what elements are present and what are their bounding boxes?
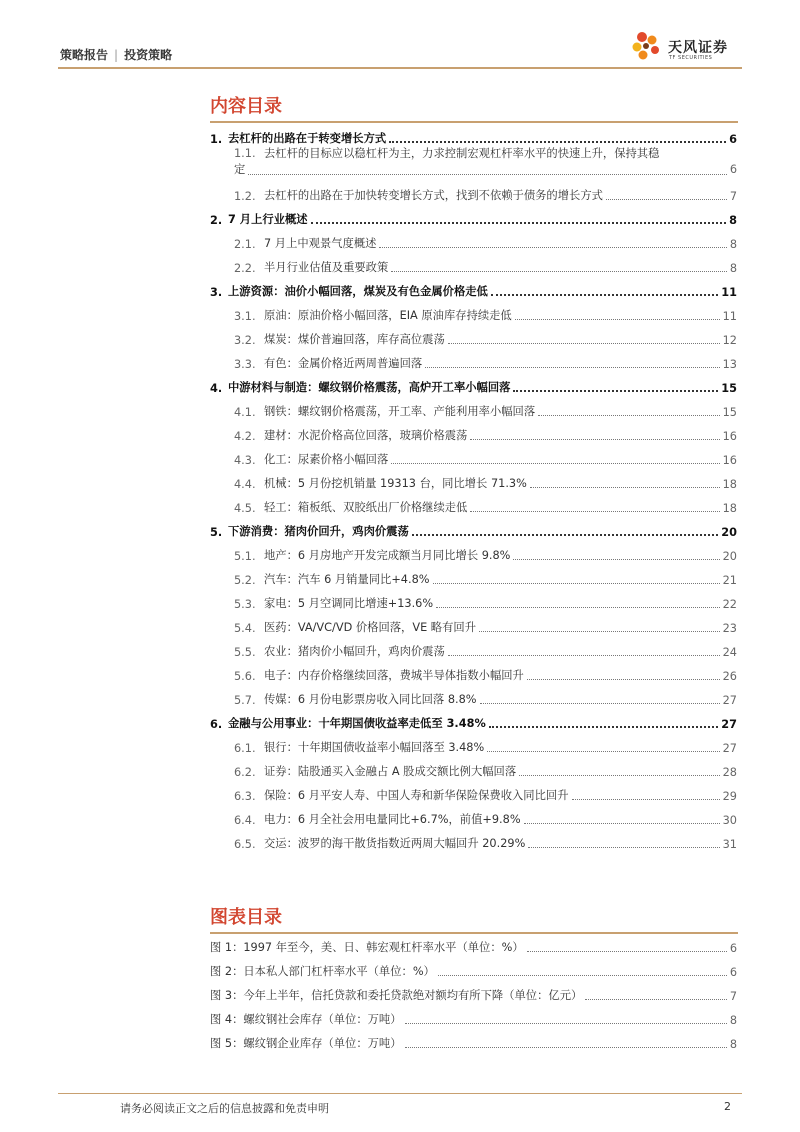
toc-entry-page: 16	[722, 430, 737, 443]
toc-entry-page: 16	[722, 454, 737, 467]
toc-entry-text: 原油：原油价格小幅回落，EIA 原油库存持续走低	[264, 309, 512, 322]
toc-section-entry[interactable]	[210, 227, 737, 251]
toc-entry-text: 钢铁：螺纹钢价格震荡，开工率、产能利用率小幅回落	[264, 405, 536, 418]
toc-dot-leader	[389, 141, 726, 143]
toc-dot-leader	[479, 631, 720, 632]
figure-entry[interactable]	[210, 955, 737, 979]
toc-dot-leader	[448, 343, 720, 344]
toc-dot-leader	[248, 174, 727, 175]
toc-entry-number: 4.5.	[234, 502, 256, 515]
header-divider	[58, 67, 742, 69]
toc-entry-page: 29	[722, 790, 737, 803]
toc-chapter-entry[interactable]	[210, 122, 737, 146]
figure-list	[210, 931, 737, 1051]
toc-entry-page: 11	[722, 310, 737, 323]
toc-entry-page: 22	[722, 598, 737, 611]
toc-entry-number: 2.1.	[234, 238, 256, 251]
toc-dot-leader	[528, 847, 719, 848]
toc-entry-text: 化工：尿素价格小幅回落	[264, 453, 389, 466]
toc-entry-page: 23	[722, 622, 737, 635]
toc-entry-text: 上游资源：油价小幅回落，煤炭及有色金属价格走低	[228, 285, 488, 298]
toc-entry-number: 3.1.	[234, 310, 256, 323]
category-label: 策略报告	[60, 48, 109, 62]
toc-section-entry[interactable]	[210, 179, 737, 203]
toc-section-entry[interactable]	[210, 659, 737, 683]
toc-chapter-entry[interactable]	[210, 371, 737, 395]
table-of-contents	[210, 122, 737, 851]
toc-title: 内容目录	[210, 92, 282, 118]
toc-entry-text: 去杠杆的目标应以稳杠杆为主，力求控制宏观杠杆率水平的快速上升，保持其稳	[264, 147, 660, 160]
toc-dot-leader	[538, 415, 719, 416]
toc-entry-text: 有色：金属价格近两周普遍回落	[264, 357, 423, 370]
toc-entry-page: 7	[729, 190, 737, 203]
flower-logo-icon	[628, 28, 668, 68]
category-separator: |	[114, 48, 119, 62]
toc-entry-text: 交运：波罗的海干散货指数近两周大幅回升 20.29%	[264, 837, 526, 850]
toc-dot-leader	[513, 390, 718, 392]
toc-entry-number: 2.2.	[234, 262, 256, 275]
toc-section-entry[interactable]	[210, 803, 737, 827]
toc-entry-number: 2.	[210, 214, 223, 227]
figure-dot-leader	[527, 951, 727, 952]
toc-entry-page: 8	[729, 214, 737, 227]
toc-entry-number: 4.3.	[234, 454, 256, 467]
toc-section-entry[interactable]	[210, 779, 737, 803]
toc-entry-text: 电子：内存价格继续回落，费城半导体指数小幅回升	[264, 669, 524, 682]
toc-entry-text: 中游材料与制造：螺纹钢价格震荡，高炉开工率小幅回落	[228, 381, 511, 394]
toc-entry-text: 金融与公用事业：十年期国债收益率走低至 3.48%	[228, 717, 486, 730]
toc-entry-number: 5.2.	[234, 574, 256, 587]
footer-disclaimer: 请务必阅读正文之后的信息披露和免责申明	[120, 1102, 329, 1115]
toc-entry-page: 30	[722, 814, 737, 827]
toc-entry-text: 机械：5 月份挖机销量 19313 台，同比增长 71.3%	[264, 477, 527, 490]
figure-dot-leader	[438, 975, 727, 976]
toc-dot-leader	[489, 726, 718, 728]
toc-entry-number: 3.	[210, 286, 223, 299]
toc-dot-leader	[487, 751, 719, 752]
toc-section-entry[interactable]	[210, 827, 737, 851]
toc-entry-text: 电力：6 月全社会用电量同比+6.7%，前值+9.8%	[264, 813, 521, 826]
toc-entry-number: 6.2.	[234, 766, 256, 779]
toc-section-entry[interactable]	[210, 323, 737, 347]
toc-dot-leader	[412, 534, 719, 536]
toc-dot-leader	[515, 319, 720, 320]
toc-entry-number: 4.4.	[234, 478, 256, 491]
toc-entry-number: 1.2.	[234, 190, 256, 203]
toc-entry-text: 汽车：汽车 6 月销量同比+4.8%	[264, 573, 430, 586]
toc-entry-number: 5.4.	[234, 622, 256, 635]
toc-section-entry[interactable]	[210, 635, 737, 659]
toc-entry-page: 20	[721, 526, 737, 539]
toc-dot-leader	[572, 799, 720, 800]
figure-entry-page: 6	[729, 942, 737, 955]
toc-entry-number: 1.	[210, 133, 223, 146]
toc-entry-number: 4.1.	[234, 406, 256, 419]
figure-entry-page: 6	[729, 966, 737, 979]
toc-dot-leader	[379, 247, 726, 248]
toc-section-entry[interactable]	[210, 563, 737, 587]
toc-entry-number: 5.3.	[234, 598, 256, 611]
toc-entry-page: 21	[722, 574, 737, 587]
toc-entry-page: 27	[722, 742, 737, 755]
toc-entry-number: 6.	[210, 718, 223, 731]
report-category	[60, 46, 172, 63]
toc-entry-number: 4.2.	[234, 430, 256, 443]
toc-entry-text: 煤炭：煤价普遍回落，库存高位震荡	[264, 333, 445, 346]
toc-entry-text: 建材：水泥价格高位回落，玻璃价格震荡	[264, 429, 468, 442]
logo-company-name: 天风证券	[668, 40, 728, 56]
toc-entry-number: 5.6.	[234, 670, 256, 683]
company-logo	[628, 28, 748, 68]
toc-section-entry[interactable]	[210, 467, 737, 491]
toc-chapter-entry[interactable]	[210, 275, 737, 299]
footer-divider	[58, 1093, 742, 1094]
toc-entry-number: 5.7.	[234, 694, 256, 707]
toc-entry-text: 7 月上中观景气度概述	[264, 237, 377, 250]
toc-chapter-entry[interactable]	[210, 515, 737, 539]
toc-entry-page: 6	[729, 163, 737, 176]
toc-entry-text: 下游消费：猪肉价回升，鸡肉价震荡	[228, 525, 409, 538]
toc-section-entry[interactable]	[210, 755, 737, 779]
toc-entry-page: 6	[729, 133, 737, 146]
toc-entry-page: 28	[722, 766, 737, 779]
toc-entry-text: 医药：VA/VC/VD 价格回落，VE 略有回升	[264, 621, 476, 634]
toc-dot-leader	[425, 367, 719, 368]
toc-dot-leader	[470, 511, 719, 512]
toc-entry-text: 农业：猪肉价小幅回升，鸡肉价震荡	[264, 645, 445, 658]
figure-entry-text: 图 1：1997 年至今，美、日、韩宏观杠杆率水平（单位：%）	[210, 941, 524, 954]
toc-section-entry[interactable]	[210, 731, 737, 755]
toc-entry-page: 27	[721, 718, 737, 731]
toc-section-entry[interactable]	[210, 251, 737, 275]
toc-entry-text: 银行：十年期国债收益率小幅回落至 3.48%	[264, 741, 485, 754]
toc-entry-text: 家电：5 月空调同比增速+13.6%	[264, 597, 434, 610]
toc-section-entry[interactable]	[210, 587, 737, 611]
figure-entry-page: 8	[729, 1038, 737, 1051]
toc-entry-page: 11	[721, 286, 737, 299]
figure-entry-text: 图 2：日本私人部门杠杆率水平（单位：%）	[210, 965, 435, 978]
toc-chapter-entry[interactable]	[210, 707, 737, 731]
toc-entry-text: 传媒：6 月份电影票房收入同比回落 8.8%	[264, 693, 477, 706]
figure-entry-page: 7	[729, 990, 737, 1003]
subcategory-label: 投资策略	[124, 48, 173, 62]
toc-entry-text: 证券：陆股通买入金融占 A 股成交额比例大幅回落	[264, 765, 517, 778]
toc-entry-number: 5.	[210, 526, 223, 539]
toc-dot-leader	[527, 679, 720, 680]
toc-dot-leader	[448, 655, 720, 656]
toc-entry-text: 7 月上行业概述	[228, 213, 308, 226]
figure-entry-text: 图 3：今年上半年，信托贷款和委托贷款绝对额均有所下降（单位：亿元）	[210, 989, 583, 1002]
toc-section-entry[interactable]	[210, 443, 737, 467]
toc-entry-page: 18	[722, 502, 737, 515]
figure-entry-page: 8	[729, 1014, 737, 1027]
toc-entry-number: 3.3.	[234, 358, 256, 371]
figure-entry[interactable]	[210, 931, 737, 955]
figure-entry[interactable]	[210, 979, 737, 1003]
toc-dot-leader	[519, 775, 719, 776]
toc-entry-page: 15	[721, 382, 737, 395]
logo-company-subtitle: TF SECURITIES	[669, 55, 713, 61]
toc-section-entry[interactable]	[210, 539, 737, 563]
toc-entry-text-continued: 定	[234, 163, 246, 176]
toc-entry-number: 3.2.	[234, 334, 256, 347]
toc-entry-page: 26	[722, 670, 737, 683]
toc-dot-leader	[513, 559, 719, 560]
toc-entry-number: 6.3.	[234, 790, 256, 803]
figure-entry-text: 图 4：螺纹钢社会库存（单位：万吨）	[210, 1013, 402, 1026]
toc-section-entry[interactable]	[210, 611, 737, 635]
figure-entry[interactable]	[210, 1027, 737, 1051]
toc-entry-text: 去杠杆的出路在于加快转变增长方式，找到不依赖于债务的增长方式	[264, 189, 603, 202]
toc-dot-leader	[470, 439, 719, 440]
toc-dot-leader	[391, 271, 727, 272]
toc-dot-leader	[311, 222, 727, 224]
figure-entry[interactable]	[210, 1003, 737, 1027]
figure-entry-text: 图 5：螺纹钢企业库存（单位：万吨）	[210, 1037, 402, 1050]
figures-title: 图表目录	[210, 903, 282, 929]
toc-entry-text: 去杠杆的出路在于转变增长方式	[228, 132, 387, 145]
toc-entry-number: 4.	[210, 382, 223, 395]
toc-entry-page: 18	[722, 478, 737, 491]
toc-section-entry[interactable]	[210, 419, 737, 443]
toc-entry-number: 5.5.	[234, 646, 256, 659]
toc-entry-page: 27	[722, 694, 737, 707]
toc-chapter-entry[interactable]	[210, 203, 737, 227]
toc-section-entry[interactable]	[210, 347, 737, 371]
toc-entry-number: 6.1.	[234, 742, 256, 755]
toc-entry-page: 13	[722, 358, 737, 371]
toc-dot-leader	[436, 607, 720, 608]
toc-dot-leader	[606, 199, 727, 200]
toc-dot-leader	[491, 294, 718, 296]
toc-section-entry[interactable]	[210, 146, 737, 179]
toc-dot-leader	[530, 487, 720, 488]
toc-entry-page: 24	[722, 646, 737, 659]
toc-entry-number: 6.5.	[234, 838, 256, 851]
toc-dot-leader	[433, 583, 720, 584]
toc-entry-page: 8	[729, 262, 737, 275]
toc-entry-page: 12	[722, 334, 737, 347]
toc-section-entry[interactable]	[210, 395, 737, 419]
toc-entry-page: 8	[729, 238, 737, 251]
toc-entry-number: 1.1.	[234, 147, 256, 160]
toc-section-entry[interactable]	[210, 299, 737, 323]
toc-entry-page: 31	[722, 838, 737, 851]
figure-dot-leader	[405, 1023, 727, 1024]
toc-section-entry[interactable]	[210, 683, 737, 707]
figure-dot-leader	[585, 999, 727, 1000]
toc-dot-leader	[524, 823, 720, 824]
toc-entry-text: 地产：6 月房地产开发完成额当月同比增长 9.8%	[264, 549, 511, 562]
toc-dot-leader	[391, 463, 719, 464]
toc-dot-leader	[480, 703, 720, 704]
toc-entry-text: 轻工：箱板纸、双胶纸出厂价格继续走低	[264, 501, 468, 514]
toc-entry-page: 20	[722, 550, 737, 563]
figure-dot-leader	[405, 1047, 727, 1048]
toc-section-entry[interactable]	[210, 491, 737, 515]
toc-entry-page: 15	[722, 406, 737, 419]
toc-entry-text: 保险：6 月平安人寿、中国人寿和新华保险保费收入同比回升	[264, 789, 569, 802]
toc-entry-number: 6.4.	[234, 814, 256, 827]
page-number: 2	[724, 1100, 731, 1113]
toc-entry-number: 5.1.	[234, 550, 256, 563]
toc-entry-text: 半月行业估值及重要政策	[264, 261, 389, 274]
